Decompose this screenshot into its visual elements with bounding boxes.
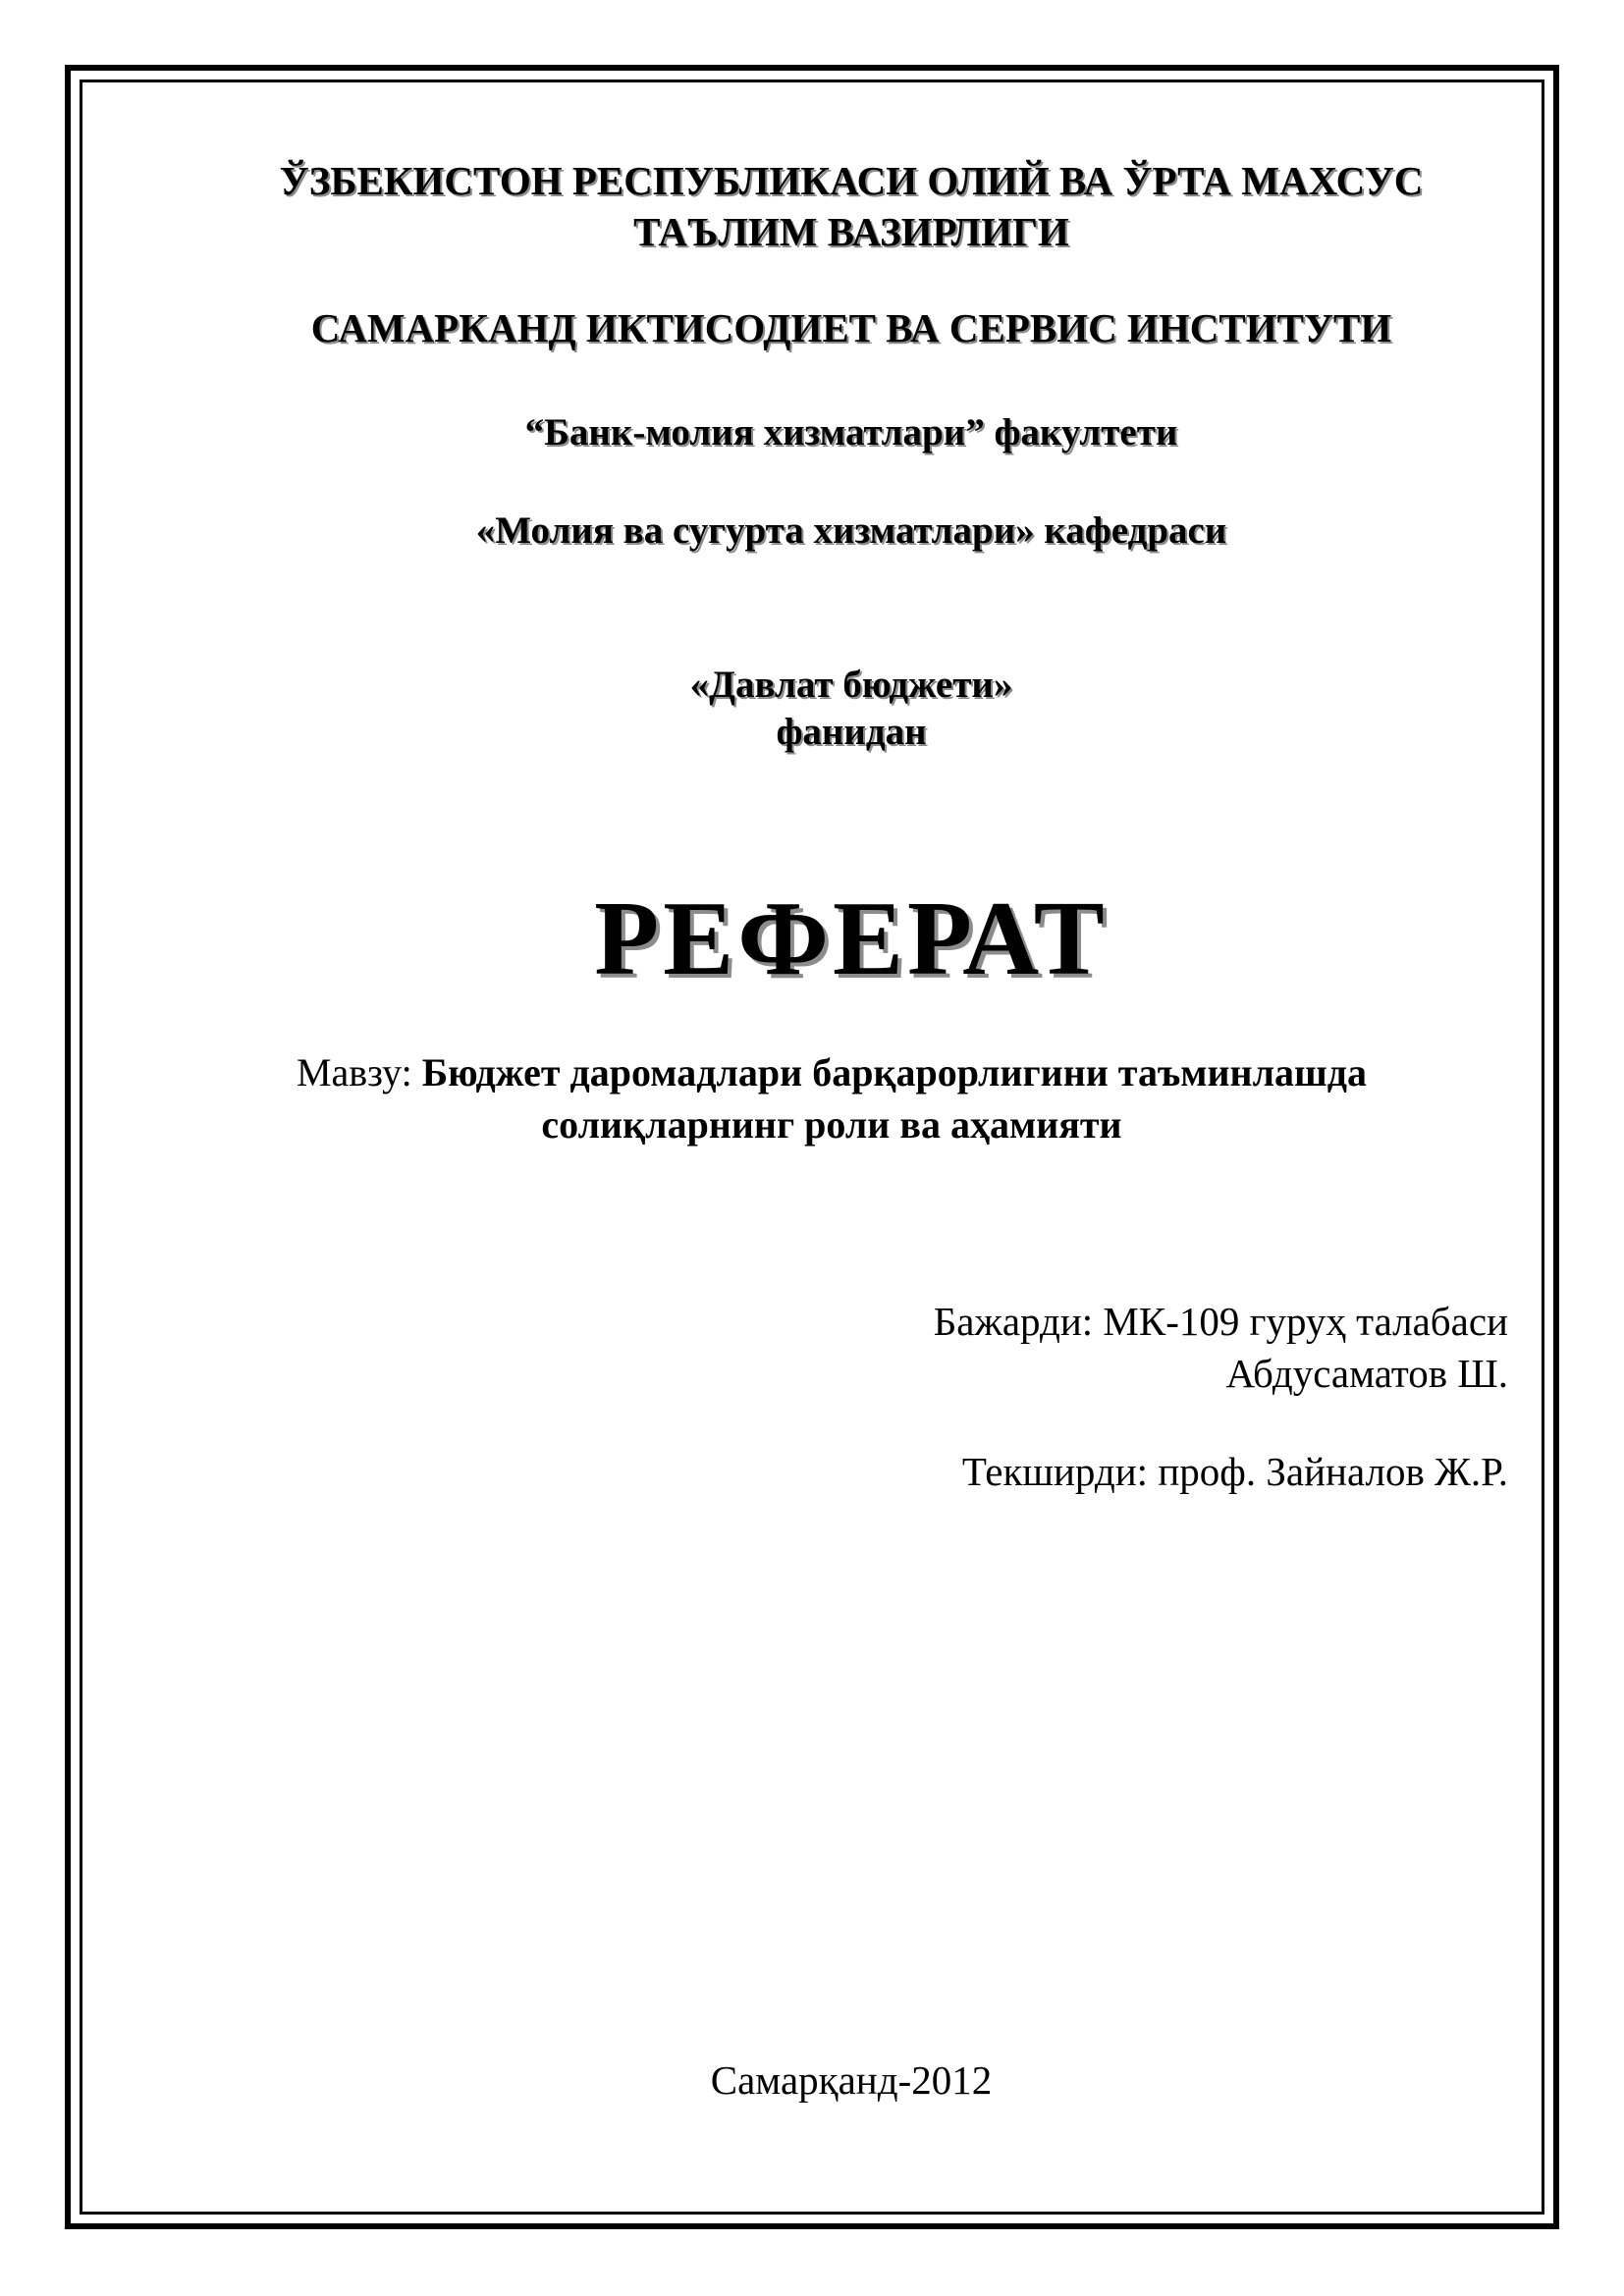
ministry-title-line2: ТАЪЛИМ ВАЗИРЛИГИ — [633, 209, 1069, 254]
institute-title: САМАРКАНД ИКТИСОДИЕТ ВА СЕРВИС ИНСТИТУТИ — [310, 305, 1392, 350]
subject-suffix: фанидан — [776, 711, 927, 753]
department-title: «Молия ва сугурта хизматлари» кафедраси — [475, 509, 1227, 552]
checked-by-line: Текширди: проф. Зайналов Ж.Р. — [961, 1449, 1508, 1494]
ministry-title-line1: ЎЗБЕКИСТОН РЕСПУБЛИКАСИ ОЛИЙ ВА ЎРТА МАХСУС — [279, 158, 1424, 203]
topic-value-line2: солиқларнинг роли ва аҳамияти — [541, 1102, 1122, 1147]
topic-line2 — [157, 1099, 1506, 1150]
performed-by-line: Бажарди: МК-109 гуруҳ талабаси — [933, 1299, 1508, 1344]
topic-line1 — [157, 1047, 1506, 1098]
faculty-title: “Банк-молия хизматлари” факултети — [524, 411, 1178, 454]
topic-label: Мавзу: — [296, 1050, 422, 1095]
subject-name: «Давлат бюджети» — [689, 664, 1013, 706]
topic-value-line1: Бюджет даромадлари барқарорлигини таъминлашда — [421, 1050, 1368, 1095]
student-name: Абдусаматов Ш. — [1225, 1351, 1508, 1396]
city-year-footer: Самарқанд-2012 — [710, 2057, 993, 2103]
document-type-heading: РЕФЕРАТ — [594, 881, 1109, 997]
